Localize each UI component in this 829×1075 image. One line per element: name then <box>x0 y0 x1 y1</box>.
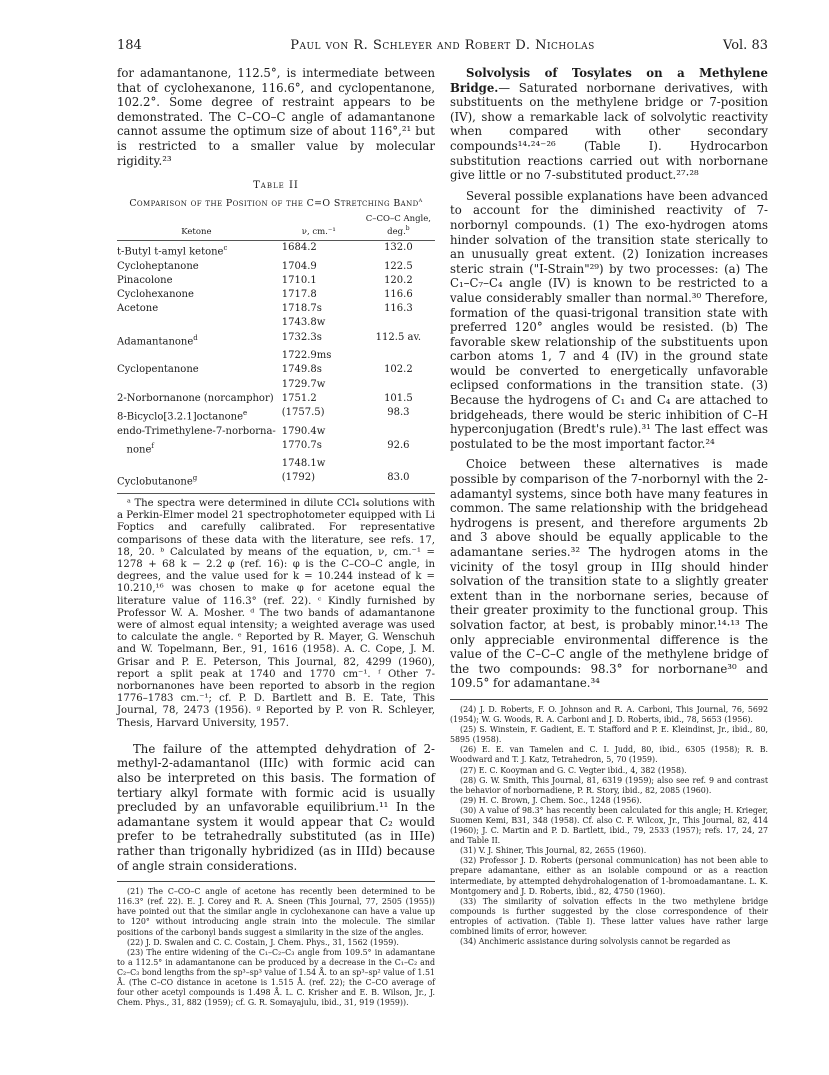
cell-angle <box>362 425 435 439</box>
cell-frequency: 1732.3s <box>281 331 322 343</box>
cell-frequency: 1718.7s <box>281 303 322 315</box>
table-caption: Table II <box>253 180 299 192</box>
left-column <box>117 66 435 1008</box>
cell-ketone <box>117 457 276 471</box>
cell-ketone: 8-Bicyclo[3.2.1]octanone$^e$ <box>117 409 248 423</box>
cell-ketone: Cyclohexanone <box>117 289 194 301</box>
cell-angle <box>362 349 435 363</box>
table-row <box>117 331 435 350</box>
footnote: (28) G. W. Smith, This Journal, 81, 6319 (1959); also see ref. 9 and contrast the behavior of norbornadiene, P. R. Story, ibid., 82, 2085 (1960). <box>450 775 768 795</box>
left-paragraph-2: The failure of the attempted dehydration of 2-methyl-2-adamantanol (IIIc) with formic acid can also be interpreted on this basis. The formation of tertiary alkyl formate with formic acid is usually precluded by an unfavorable equilibrium.¹¹ In the adamantane system it would appear that C₂ would prefer to be tetrahedrally substituted (as in IIIe) rather than trigonally hybridized (as in IIId) because of angle strain considerations. <box>117 741 435 873</box>
cell-frequency: 1751.2 <box>281 392 317 404</box>
cell-frequency: 1748.1w <box>281 458 326 470</box>
cell-ketone: 2-Norbornanone (norcamphor) <box>117 392 274 404</box>
table-row <box>117 316 435 330</box>
table-row <box>117 392 435 406</box>
footnote-rule-left <box>117 881 435 882</box>
cell-angle: 112.5 av. <box>375 331 422 343</box>
table-ii <box>117 214 435 490</box>
table-row <box>117 241 435 260</box>
cell-angle: 83.0 <box>387 472 410 484</box>
cell-ketone: none$^f$ <box>117 441 154 456</box>
right-footnotes <box>450 705 768 947</box>
footnote: (31) V. J. Shiner, This Journal, 82, 2655 (1960). <box>460 846 647 856</box>
footnote: (25) S. Winstein, F. Gadient, E. T. Stafford and P. E. Kleindinst, Jr., ibid., 80, 5895 (1958). <box>450 725 768 745</box>
cell-angle: 132.0 <box>384 242 413 254</box>
cell-angle: 92.6 <box>387 439 410 451</box>
cell-ketone: Cycloheptanone <box>117 260 199 272</box>
cell-frequency: 1722.9ms <box>281 350 332 362</box>
cell-ketone: endo-Trimethylene-7-norborna- <box>117 425 276 437</box>
table-row <box>117 302 435 316</box>
table-row <box>117 288 435 302</box>
cell-frequency: 1790.4w <box>281 425 326 437</box>
cell-angle: 98.3 <box>387 407 410 418</box>
col-header-angle: C–CO–C Angle, deg.$^b$ <box>362 214 435 240</box>
cell-ketone <box>117 316 276 330</box>
col-header-frequency: ν, cm.⁻¹ <box>276 214 362 240</box>
footnote-rule-right <box>450 699 768 700</box>
cell-ketone: Cyclopentanone <box>117 364 199 376</box>
cell-frequency: 1770.7s <box>281 439 322 451</box>
left-footnotes <box>117 887 435 1008</box>
page-number: 184 <box>117 38 142 53</box>
table-notes: ᵃ The spectra were determined in dilute CCl₄ solutions with a Perkin-Elmer model 21 spectrophotometer equipped with Li Foptics and carefully calibrated. For representative comparisons of these data with the literature, see refs. 17, 18, 20. ᵇ Calculated by means of the equation, ν, cm.⁻¹ = 1278 + 68 k − 2.2 φ (ref. 16): φ is the C–CO–C angle, in degrees, and the value used for k = 10.244 instead of k = 10.210,¹⁶ was chosen to make φ for acetone equal the literature value of 116.3° (ref. 22). ᶜ Kindly furnished by Professor W. A. Mosher. ᵈ The two bands of adamantanone were of almost equal intensity; a weighted average was used to calculate the angle. ᵉ Reported by R. Mayer, G. Wenschuh and W. Topelmann, Ber., 91, 1616 (1958). A. C. Cope, J. M. Grisar and P. E. Peterson, This Journal, 82, 4299 (1960), report a split peak at 1740 and 1770 cm⁻¹. ᶠ Other 7-norbornanones have been reported to absorb in the region 1776–1783 cm.⁻¹; cf. P. D. Bartlett and B. E. Tate, This Journal, 78, 2473 (1956). ᵍ Reported by P. von R. Schleyer, Thesis, Harvard University, 1957. <box>117 498 435 729</box>
table-title: Comparison of the Position of the C=O Stretching Band$^a$ <box>129 196 423 210</box>
table-row <box>117 457 435 471</box>
cell-angle: 116.3 <box>384 303 413 315</box>
footnote: (32) Professor J. D. Roberts (personal communication) has not been able to prepare adamantane, either as an isolable compound or as a reaction intermediate, by attempted dehydrohalogenation of 1-bromoadamantane. L. K. Montgomery and J. D. Roberts, ibid., 82, 4750 (1960). <box>450 856 768 896</box>
right-paragraph-2: Several possible explanations have been advanced to account for the diminished reactivity of 7-norbornyl compounds. (1) The exo-hydrogen atoms hinder solvation of the transition state sterically to an unusually great extent. (2) Ionization increases steric strain ("I-Strain"²⁹) by two processes: (a) The C₁–C₇–C₄ angle (IV) is known to be restricted to a value considerably smaller than normal.³⁰ Therefore, formation of the quasi-trigonal transition state with preferred 120° angles would be resisted. (b) The favorable skew relationship of the substituents upon carbon atoms 1, 7 and 4 (IV) in the ground state would be converted to energetically unfavorable eclipsed conformations in the transition state. (3) Because the hydrogens of C₁ and C₄ are attached to bridgeheads, there would be steric inhibition of C–H hyperconjugation (Bredt's rule).³¹ The last effect was postulated to be the most important factor.²⁴ <box>450 188 768 451</box>
cell-frequency: 1743.8w <box>281 317 326 329</box>
footnote: (30) A value of 98.3° has recently been calculated for this angle; H. Krieger, Suomen Kemi, B31, 348 (1958). Cf. also C. F. Wilcox, Jr., This Journal, 82, 414 (1960); J. C. Martin and P. D. Bartlett, ibid., 79, 2533 (1957); refs. 17, 24, 27 and Table II. <box>450 805 768 846</box>
table-row <box>117 274 435 288</box>
cell-ketone: Cyclobutanone$^g$ <box>117 474 198 488</box>
cell-angle <box>362 457 435 471</box>
cell-frequency: 1717.8 <box>281 289 317 301</box>
left-paragraph-1: for adamantanone, 112.5°, is intermediate between that of cyclohexanone, 116.6°, and cyclopentanone, 102.2°. Some degree of restraint appears to be demonstrated. The C–CO–C angle of adamantanone cannot assume the optimum size of about 116°,²¹ but is restricted to a smaller value by molecular rigidity.²³ <box>117 66 435 168</box>
section-heading: Solvolysis of Tosylates on a Methylene Bridge. <box>450 66 768 95</box>
cell-frequency: 1704.9 <box>281 260 317 272</box>
table-row <box>117 363 435 377</box>
cell-frequency: 1684.2 <box>281 242 317 254</box>
cell-ketone: Acetone <box>117 303 159 315</box>
cell-ketone: t-Butyl t-amyl ketone$^c$ <box>117 244 228 258</box>
footnote: (26) E. E. van Tamelen and C. I. Judd, 80, ibid., 6305 (1958); R. B. Woodward and T. J. Katz, Tetrahedron, 5, 70 (1959). <box>450 745 768 765</box>
footnote: (24) J. D. Roberts, F. O. Johnson and R. A. Carboni, This Journal, 76, 5692 (1954); W. G. Woods, R. A. Carboni and J. D. Roberts, ibid., 78, 5653 (1956). <box>450 704 768 725</box>
footnote: (27) E. C. Kooyman and G. C. Vegter ibid., 4, 382 (1958). <box>460 765 687 775</box>
cell-angle: 122.5 <box>384 260 413 272</box>
footnote: (33) The similarity of solvation effects in the two methylene bridge compounds is further suggested by the close correspondence of their entropies of activation. (Table I). These latter values have rather large combined limits of error, however. <box>450 896 768 936</box>
footnote: (29) H. C. Brown, J. Chem. Soc., 1248 (1956). <box>460 795 642 805</box>
cell-angle: 102.2 <box>384 364 413 376</box>
cell-ketone <box>117 378 276 392</box>
cell-ketone: Adamantanone$^d$ <box>117 333 198 347</box>
cell-angle: 101.5 <box>384 392 413 404</box>
table-row <box>117 349 435 363</box>
col-header-ketone: Ketone <box>117 214 276 240</box>
cell-angle: 116.6 <box>384 289 413 301</box>
cell-ketone: Pinacolone <box>117 274 173 286</box>
table-row <box>117 471 435 490</box>
cell-frequency: 1710.1 <box>281 274 317 286</box>
right-column <box>450 66 768 947</box>
table-row <box>117 439 435 458</box>
cell-ketone <box>117 349 276 363</box>
table-row <box>117 260 435 274</box>
page-header <box>117 38 768 56</box>
cell-angle <box>362 316 435 330</box>
footnote: (22) J. D. Swalen and C. C. Costain, J. Chem. Phys., 31, 1562 (1959). <box>127 937 399 947</box>
footnote: (23) The entire widening of the C₁–C₂–C₃ angle from 109.5° in adamantane to a 112.5° in adamantanone can be produced by a decrease in the C₁–C₂ and C₂–C₃ bond lengths from the sp³–sp³ value of 1.54 Å. to an sp³–sp² value of 1.51 Å. (The C–CO distance in acetone is 1.515 Å. (ref. 22); the C–CO average of four other acetyl compounds is 1.498 Å. L. C. Krisher and E. B. Wilson, Jr., J. Chem. Phys., 31, 882 (1959); cf. G. R. Somayajulu, ibid., 31, 919 (1959)). <box>117 947 435 1008</box>
table-row <box>117 378 435 392</box>
volume-label: Vol. 83 <box>723 38 768 53</box>
footnote: (21) The C–CO–C angle of acetone has recently been determined to be 116.3° (ref. 22). E. J. Corey and R. A. Sneen (This Journal, 77, 2505 (1955)) have pointed out that the similar angle in cyclohexanone can have a value up to 120° without introducing angle strain into the molecule. The similar positions of the carbonyl bands suggest a similarity in the size of the angles. <box>117 887 435 937</box>
right-paragraph-1: Solvolysis of Tosylates on a Methylene Bridge.— Saturated norbornane derivatives, with substituents on the methylene bridge or 7-position (IV), show a remarkable lack of solvolytic reactivity when compared with other secondary compounds¹⁴·²⁴⁻²⁶ (Table I). Hydrocarbon substitution reactions carried out with norbornane give little or no 7-substituted product.²⁷·²⁸ <box>450 66 768 183</box>
footnote: (34) Anchimeric assistance during solvolysis cannot be regarded as <box>460 937 731 947</box>
cell-frequency: 1729.7w <box>281 378 326 390</box>
running-authors: Paul von R. Schleyer and Robert D. Nicholas <box>290 38 595 53</box>
table-row <box>117 425 435 439</box>
cell-angle: 120.2 <box>384 274 413 286</box>
table-bottom-rule <box>117 493 435 494</box>
cell-frequency: 1749.8s <box>281 364 322 376</box>
right-paragraph-3: Choice between these alternatives is made possible by comparison of the 7-norbornyl with the 2-adamantyl systems, since both have many features in common. The same relationship with the bridgehead hydrogens is present, and therefore arguments 2b and 3 above should be equally applicable to the adamantane series.³² The hydrogen atoms in the vicinity of the tosyl group in IIIg should hinder solvation of the transition state to a slightly greater extent than in the norbornane series, because of their greater proximity to the functional group. This solvation factor, at best, is probably minor.¹⁴·¹³ The only appreciable environmental difference is the value of the C–C–C angle of the methylene bridge of the two compounds: 98.3° for norbornane³⁰ and 109.5° for adamantane.³⁴ <box>450 457 768 691</box>
table-row <box>117 406 435 425</box>
cell-angle <box>362 378 435 392</box>
cell-frequency: (1757.5) <box>281 407 325 418</box>
cell-frequency: (1792) <box>281 472 316 484</box>
